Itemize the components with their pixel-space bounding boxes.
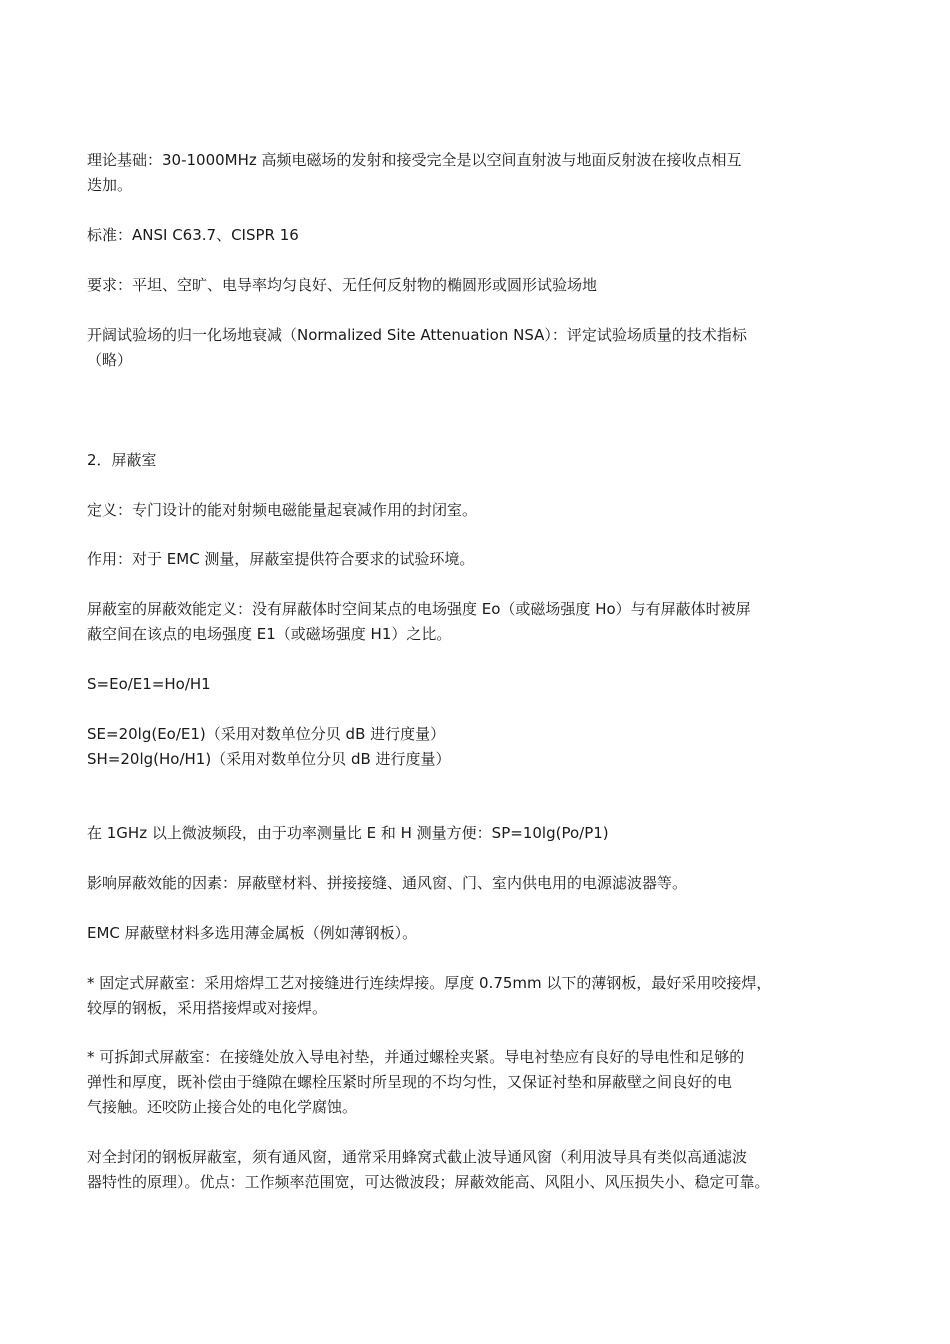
- microwave-line: 在 1GHz 以上微波频段，由于功率测量比 E 和 H 测量方便：SP=10lg(Po/P1): [87, 824, 609, 842]
- theory-line-2: 迭加。: [87, 176, 133, 194]
- factors-paragraph: [87, 871, 827, 896]
- standard-paragraph: [87, 223, 827, 248]
- formula-s-line: S=Eo/E1=Ho/H1: [87, 675, 211, 693]
- removable-room-line-2: 弹性和厚度，既补偿由于缝隙在螺栓压紧时所呈现的不均匀性，又保证衬垫和屏蔽壁之间良好的电: [87, 1073, 733, 1091]
- material-paragraph: [87, 921, 827, 946]
- definition-line: 定义：专门设计的能对射频电磁能量起衰减作用的封闭室。: [87, 501, 478, 519]
- material-line: EMC 屏蔽壁材料多选用薄金属板（例如薄钢板）。: [87, 924, 418, 942]
- effectiveness-paragraph: [87, 597, 827, 647]
- removable-room-paragraph: [87, 1045, 827, 1120]
- fixed-room-paragraph: [87, 971, 827, 1021]
- function-line: 作用：对于 EMC 测量，屏蔽室提供符合要求的试验环境。: [87, 550, 475, 568]
- effectiveness-line-1: 屏蔽室的屏蔽效能定义：没有屏蔽体时空间某点的电场强度 Eo（或磁场强度 Ho）与有屏蔽体时被屏: [87, 600, 751, 618]
- effectiveness-line-2: 蔽空间在该点的电场强度 E1（或磁场强度 H1）之比。: [87, 625, 452, 643]
- microwave-paragraph: [87, 821, 827, 846]
- nsa-line-2: （略）: [87, 351, 133, 369]
- requirement-line: 要求：平坦、空旷、电导率均匀良好、无任何反射物的椭圆形或圆形试验场地: [87, 276, 598, 294]
- definition-paragraph: [87, 498, 827, 523]
- ventilation-paragraph: [87, 1145, 827, 1195]
- fixed-room-line-2: 较厚的钢板，采用搭接焊或对接焊。: [87, 999, 328, 1017]
- ventilation-line-2: 器特性的原理）。优点：工作频率范围宽，可达微波段；屏蔽效能高、风阻小、风压损失小、稳定可靠。: [87, 1173, 770, 1191]
- section-heading-text: 2．屏蔽室: [87, 451, 157, 469]
- requirement-paragraph: [87, 273, 827, 298]
- removable-room-line-1: * 可拆卸式屏蔽室：在接缝处放入导电衬垫，并通过螺栓夹紧。导电衬垫应有良好的导电性和足够的: [87, 1048, 745, 1066]
- nsa-paragraph: [87, 323, 827, 373]
- nsa-line-1: 开阔试验场的归一化场地衰减（Normalized Site Attenuation NSA）：评定试验场质量的技术指标: [87, 326, 747, 344]
- section-heading: [87, 448, 827, 473]
- removable-room-line-3: 气接触。还咬防止接合处的电化学腐蚀。: [87, 1098, 358, 1116]
- formula-s-paragraph: [87, 672, 827, 697]
- formula-se-line: SE=20lg(Eo/E1)（采用对数单位分贝 dB 进行度量）: [87, 725, 446, 743]
- factors-line: 影响屏蔽效能的因素：屏蔽壁材料、拼接接缝、通风窗、门、室内供电用的电源滤波器等。: [87, 874, 688, 892]
- formula-sh-line: SH=20lg(Ho/H1)（采用对数单位分贝 dB 进行度量）: [87, 750, 451, 768]
- ventilation-line-1: 对全封闭的钢板屏蔽室，须有通风窗，通常采用蜂窝式截止波导通风窗（利用波导具有类似高通滤波: [87, 1148, 748, 1166]
- function-paragraph: [87, 547, 827, 572]
- theory-paragraph: [87, 148, 827, 198]
- theory-line-1: 理论基础：30-1000MHz 高频电磁场的发射和接受完全是以空间直射波与地面反射波在接收点相互: [87, 151, 742, 169]
- formula-se-sh-paragraph: [87, 722, 827, 772]
- fixed-room-line-1: * 固定式屏蔽室：采用熔焊工艺对接缝进行连续焊接。厚度 0.75mm 以下的薄钢板，最好采用咬接焊，: [87, 974, 772, 992]
- standard-line: 标准：ANSI C63.7、CISPR 16: [87, 226, 299, 244]
